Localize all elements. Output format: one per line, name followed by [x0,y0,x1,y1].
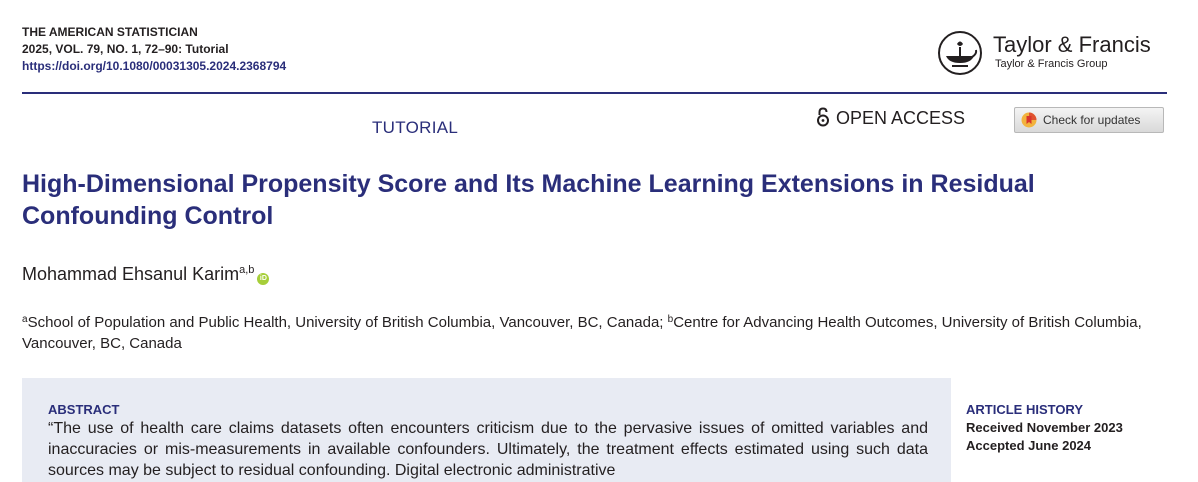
article-type-label: TUTORIAL [372,118,459,137]
orcid-icon[interactable]: iD [257,273,269,285]
check-for-updates-button[interactable] [1014,107,1164,133]
affil-a-mark: a [22,314,28,325]
author-affil-marks: a,b [239,264,255,276]
author-line [22,264,269,285]
open-access-label: OPEN ACCESS [836,108,966,128]
open-lock-icon [816,107,830,127]
header-rule [22,92,1167,94]
abstract-box [22,378,951,482]
affiliations [22,309,1172,354]
open-access-badge [816,107,965,129]
accepted-date: Accepted June 2024 [966,438,1092,453]
journal-name: THE AMERICAN STATISTICIAN [22,25,198,39]
journal-issue: 2025, VOL. 79, NO. 1, 72–90: Tutorial [22,42,229,56]
author-name[interactable]: Mohammad Ehsanul Karim [22,264,240,284]
article-title: High-Dimensional Propensity Score and Its Machine Learning Extensions in Residual Confounding Control [22,170,1035,230]
affil-b-mark: b [667,314,674,325]
journal-info [22,24,286,75]
doi-link[interactable]: https://doi.org/10.1080/00031305.2024.2368794 [22,59,287,73]
check-for-updates-label: Check for updates [1043,113,1141,127]
crossmark-icon [1021,112,1037,128]
publisher-name: Taylor & Francis [993,32,1151,57]
article-history-heading: ARTICLE HISTORY [966,402,1084,417]
affil-b-text: Centre for Advancing Health Outcomes, University of British Columbia, Vancouver, BC, Canada [22,314,1142,352]
abstract-text: “The use of health care claims datasets often encounters criticism due to the pervasive issues of omitted variables and inaccuracies or mis-measurements in available confounders. Ultimately, the treatment effects estimated using such data sources may be subject to residual confounding. Digital electronic administrative [48,420,928,479]
received-date: Received November 2023 [966,420,1123,435]
publisher-group: Taylor & Francis Group [995,58,1108,70]
lamp-emblem-icon [937,30,983,76]
publisher-logo[interactable] [935,28,1167,78]
abstract-heading: ABSTRACT [48,402,120,417]
affil-a-text: School of Population and Public Health, University of British Columbia, Vancouver, BC, Canada; [27,314,668,331]
